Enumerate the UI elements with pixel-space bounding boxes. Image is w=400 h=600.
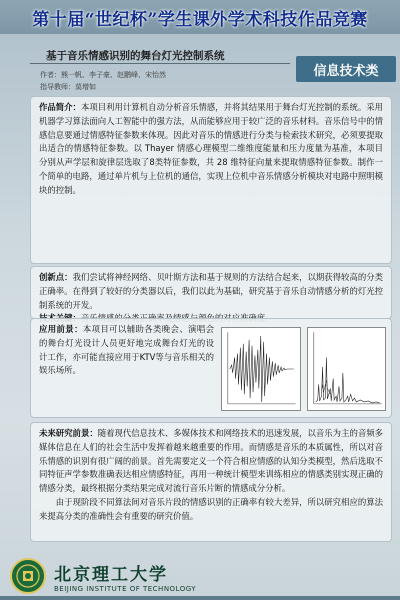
- intro-section: [30, 96, 392, 264]
- bottom-bar: [0, 596, 400, 600]
- category-badge: [296, 56, 396, 82]
- future-text: 随着现代信息技术、多媒体技术和网络技术的迅速发展，以音乐为主的音频多媒体信息在人们的社会生活中发挥着越来越重要的作用。而情感是音乐的本质属性，所以对音乐情感的识别有很广阔的前景。首先需要定义一个符合相应情感的认知分类模型，然后选取不同特征声学参数准确表达相应情感特征，再用一种统计模型来训练相应的情感类别实现正确的情感分类，最终根据分类结果完成对流行音乐片断的情感成分分析。: [39, 428, 383, 494]
- waveform-plot: [222, 328, 300, 410]
- application-text: 本项目可以辅助各类晚会、演唱会的舞台灯光设计人员更好地完成舞台灯光的设计工作，亦可能直接应用于KTV等与音乐相关的娱乐场所。: [39, 324, 215, 376]
- authors-line: 作者：熊一帆、李子豪、赵鹏峰、宋怡然: [40, 71, 166, 79]
- school-name-en: BEIJING INSTITUTE OF TECHNOLOGY: [54, 584, 197, 593]
- spectrum-figure: [307, 327, 387, 411]
- category-label: 信息技术类: [313, 63, 379, 79]
- application-text-block: [39, 323, 214, 378]
- figures: [221, 327, 386, 411]
- spectrum-plot: [308, 328, 386, 410]
- school-name-block: [54, 560, 196, 593]
- project-title: 基于音乐情感识别的舞台灯光控制系统: [46, 50, 225, 62]
- intro-lead: 作品简介：: [39, 102, 81, 112]
- logo-emblem-icon: [15, 563, 41, 589]
- advisor-line: 指导教师：莫增如: [40, 83, 96, 91]
- waveform-figure: [221, 327, 301, 411]
- innovation-lead: 创新点：: [39, 272, 73, 282]
- future-section: [30, 422, 392, 542]
- future-lead: 未来研究前景：: [39, 428, 98, 438]
- title-underline: [30, 63, 290, 64]
- future-text-2: 由于现阶段不同算法间对音乐片段的情感识别的正确率有较大差异，所以研究相应的算法来提高分类的准确性会有重要的研究价值。: [39, 496, 383, 521]
- footer: [0, 552, 400, 600]
- intro-text: 本项目利用计算机自动分析音乐情感，并将其结果用于舞台灯光控制的系统。采用机器学习算法面向人工智能中的强方法，从而能够应用于较广泛的音乐材料。音乐信号中的情感信息要通过情感特征参数来体现。因此对音乐的情感进行分类与检索技术研究，必须要提取出适合的情感特征参数。以 Thayer 情感心理模型二维维度能量和压力度量为基准，本项目分别从声学层和旋律层选取了8类特征参数，共 28 维特征向量来提取情感特征参数。制作一个简单的电路，通过单片机与上位机的通信，实现上位机中音乐情感分析模块对电路中照明模块的控制。: [39, 102, 383, 195]
- innovation-text: 我们尝试将神经网络、贝叶斯方法和基于规则的方法结合起来，以期获得较高的分类正确率。在得到了较好的分类器以后，我们以此为基础，研究基于音乐自动情感分析的灯光控制系统的开发。: [39, 272, 383, 310]
- application-section: [30, 318, 392, 418]
- innovation-section: [30, 266, 392, 319]
- competition-title: 第十届“世纪杯”学生课外学术科技作品竞赛: [32, 9, 368, 30]
- school-name-cn: 北京理工大学: [54, 564, 168, 585]
- competition-banner: [0, 0, 400, 34]
- university-logo: [10, 558, 46, 594]
- application-lead: 应用前景：: [39, 324, 83, 334]
